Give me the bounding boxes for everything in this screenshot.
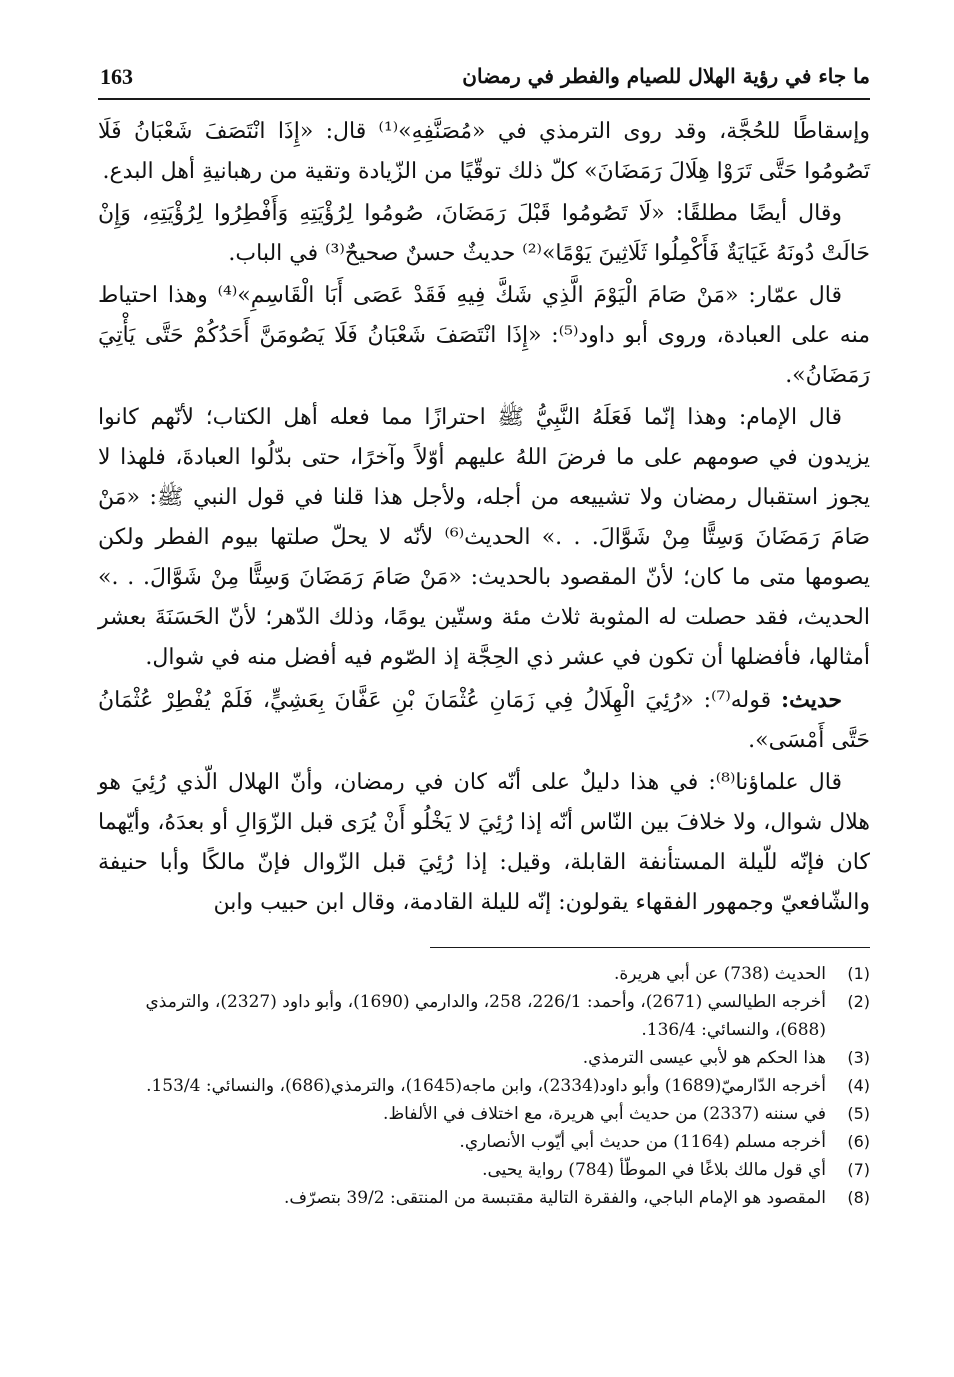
footnote-text: أخرجه الطيالسي (2671)، وأحمد: 226/1، 258، والدارمي (1690)، وأبو داود (2327)، والترمذي (688)، والنسائي: 136/4. (145, 992, 826, 1040)
footnote (98, 1184, 870, 1212)
hadith-paragraph (98, 680, 870, 761)
footnote-text: أي قول مالك بلاغًا في الموطّأ (784) رواية يحيى. (482, 1160, 826, 1180)
footnote-number: (2) (847, 992, 870, 1011)
footnotes (98, 960, 870, 1212)
footnote-text: هذا الحكم هو لأبي عيسى الترمذي. (582, 1048, 826, 1068)
footnote-text: أخرجه مسلم (1164) من حديث أبي أيّوب الأنصاري. (459, 1132, 826, 1152)
footnote (98, 960, 870, 988)
footnote (98, 1072, 870, 1100)
footnote (98, 1044, 870, 1072)
paragraph: قال عمّار: «مَنْ صَامَ الْيَوْمَ الَّذِي شَكَّ فِيهِ فَقَدْ عَصَى أَبَا الْقَاسِمِ»⁽⁴⁾ وهذا احتياط منه على العبادة، وروى أبو داود⁽⁵⁾: «إِذَا انْتَصَفَ شَعْبَانُ فَلَا يَصُومَنَّ أَحَدُكُمْ حَتَّى يَأْتِيَ رَمَضَانُ». (98, 283, 870, 388)
running-title: ما جاء في رؤية الهلال للصيام والفطر في رمضان (462, 64, 870, 88)
footnote (98, 1128, 870, 1156)
paragraph: قال علماؤنا⁽⁸⁾: في هذا دليلٌ على أنّه كان في رمضان، وأنّ الهلال الّذي رُئِيَ هو هلال شوال، ولا خلافَ بين النّاس أنّه إذا رُئِيَ لا يَخْلُو أَنْ يُرَى قبل الزّوَالِ أو بعدَهُ، وأيّهما كان فإنّه للّيلة المستأنفة القابلة، وقيل: إذا رُئِيَ قبل الزّوال فإنّ مالكًا وأبا حنيفة والشّافعيّ وجمهور الفقهاء يقولون: إنّه لليلة القادمة، وقال ابن حبيب وابن (98, 770, 870, 915)
main-text (98, 112, 870, 923)
footnote-number: (7) (847, 1160, 870, 1179)
footnote (98, 1156, 870, 1184)
page-number: 163 (100, 64, 133, 89)
page-header (98, 58, 870, 100)
footnote-text: أخرجه الدّارميّ(1689) وأبو داود(2334)، وابن ماجه(1645)، والترمذي(686)، والنسائي: 153/4. (146, 1076, 826, 1096)
footnote-number: (6) (847, 1132, 870, 1151)
paragraph: وإسقاطًا للحُجَّة، وقد روى الترمذي في «مُصَنَّفِهِ»⁽¹⁾ قال: «إِذَا انْتَصَفَ شَعْبَانُ فَلَا تَصُومُوا حَتَّى تَرَوْا هِلَالَ رَمَضَانَ» كلّ ذلك توقّيًا من الزّيادة وتقية من رهبانيةِ أهل البدع. (98, 119, 870, 184)
footnote (98, 1100, 870, 1128)
footnote-separator (430, 947, 870, 948)
footnote-number: (4) (847, 1076, 870, 1095)
book-page (98, 58, 870, 1298)
paragraph: وقال أيضًا مطلقًا: «لَا تَصُومُوا قَبْلَ رَمَضَانَ، صُومُوا لِرُؤْيَتِهِ وَأَفْطِرُوا لِرُؤْيَتِهِ، وَإِنْ حَالَتْ دُونَهُ غَيَايَةٌ فَأَكْمِلُوا ثَلَاثِينَ يَوْمًا»⁽²⁾ حديثٌ حسنٌ صحيحٌ⁽³⁾ في الباب. (98, 201, 870, 266)
footnote-text: الحديث (738) عن أبي هريرة. (613, 964, 826, 984)
hadith-text: قوله⁽⁷⁾: «رُئِيَ الْهِلَالُ فِي زَمَانِ عُثْمَانَ بْنِ عَفَّانَ بِعَشِيٍّ، فَلَمْ يُفْطِرْ عُثْمَانُ حَتَّى أَمْسَى». (98, 688, 870, 753)
footnote-text: المقصود هو الإمام الباجي، والفقرة التالية مقتبسة من المنتقى: 39/2 بتصرّف. (283, 1188, 826, 1208)
footnote (98, 988, 870, 1044)
footnote-text: في سننه (2337) من حديث أبي هريرة، مع اختلاف في الألفاظ. (383, 1104, 826, 1124)
footnote-number: (1) (847, 964, 870, 983)
footnote-number: (3) (847, 1048, 870, 1067)
footnote-number: (5) (847, 1104, 870, 1123)
paragraph: قال الإمام: وهذا إنّما فَعَلَهُ النَّبِيُّ ﷺ احترازًا مما فعله أهل الكتاب؛ لأنّهم كانوا يزيدون في صومهم على ما فرضَ اللهُ عليهم أوّلاً وآخرًا، حتى بدّلُوا العبادةَ، فلهذا لا يجوز استقبال رمضان ولا تشييعه من أجله، ولأجل هذا قلنا في قول النبي ﷺ: «مَنْ صَامَ رَمَضَانَ وَسِتًّا مِنْ شَوَّالَ. . .» الحديث⁽⁶⁾ لأنّه لا يحلّ صلتها بيوم الفطر ولكن يصومها متى ما كان؛ لأنّ المقصود بالحديث: «مَنْ صَامَ رَمَضَانَ وَسِتًّا مِنْ شَوَّالَ. . .» الحديث، فقد حصلت له المثوبة ثلاث مئة وستّين يومًا، وذلك الدّهر؛ لأنّ الحَسَنَةَ بعشر أمثالها، فأفضلها أن تكون في عشر ذي الحِجَّة إذ الصّوم فيه أفضل منه في شوال. (98, 405, 870, 670)
footnote-separator-wrap (98, 925, 870, 948)
footnote-number: (8) (847, 1188, 870, 1207)
hadith-label: حديث: (781, 687, 842, 713)
